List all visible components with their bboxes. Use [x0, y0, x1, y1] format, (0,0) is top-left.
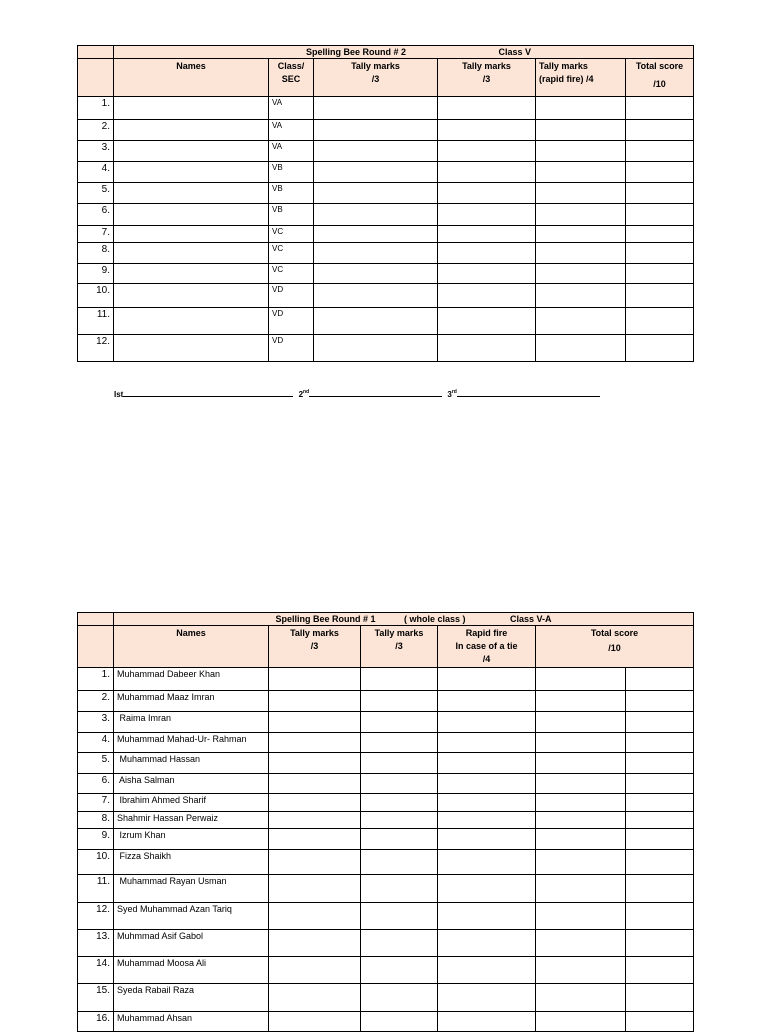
score-cell[interactable] [536, 120, 626, 141]
first-place-label: Ist [114, 390, 124, 399]
round1-scope: ( whole class ) [403, 614, 466, 624]
score-cell[interactable] [536, 850, 626, 875]
score-cell[interactable] [438, 875, 536, 903]
third-place-label: 3rd [447, 389, 457, 399]
score-cell[interactable] [626, 204, 694, 226]
score-cell[interactable] [626, 335, 694, 362]
student-name: Muhammad Mahad-Ur- Rahman [114, 733, 269, 753]
score-cell[interactable] [626, 733, 694, 753]
score-cell[interactable] [438, 930, 536, 957]
section-cell: VB [269, 183, 314, 204]
table-row [78, 691, 694, 712]
score-cell[interactable] [314, 204, 438, 226]
table-row [78, 850, 694, 875]
tally1-header: Tally marks /3 [314, 59, 438, 97]
student-name: Raima Imran [114, 712, 269, 733]
table-row [78, 141, 694, 162]
row-number: 7. [78, 794, 114, 812]
score-cell[interactable] [361, 930, 438, 957]
row-number: 1. [78, 97, 114, 120]
section-cell: VD [269, 335, 314, 362]
score-cell[interactable] [438, 335, 536, 362]
score-cell[interactable] [438, 1012, 536, 1032]
section-cell: VC [269, 264, 314, 284]
score-cell[interactable] [438, 204, 536, 226]
score-cell[interactable] [536, 712, 626, 733]
round1-title: Spelling Bee Round # 1 [275, 614, 376, 624]
score-cell[interactable] [626, 875, 694, 903]
table-row [78, 984, 694, 1012]
score-cell[interactable] [438, 712, 536, 733]
row-number: 15. [78, 984, 114, 1012]
score-cell[interactable] [626, 284, 694, 308]
score-cell[interactable] [626, 308, 694, 335]
table-row [78, 930, 694, 957]
score-cell[interactable] [536, 1012, 626, 1032]
table-row [78, 668, 694, 691]
name-cell[interactable] [114, 335, 269, 362]
score-cell[interactable] [438, 183, 536, 204]
score-cell[interactable] [536, 226, 626, 243]
score-cell[interactable] [269, 903, 361, 930]
score-cell[interactable] [536, 183, 626, 204]
row-number: 5. [78, 183, 114, 204]
row-number: 8. [78, 812, 114, 829]
score-cell[interactable] [536, 284, 626, 308]
table-row [78, 226, 694, 243]
score-cell[interactable] [361, 691, 438, 712]
row-number: 7. [78, 226, 114, 243]
section-cell: VA [269, 120, 314, 141]
score-cell[interactable] [438, 774, 536, 794]
score-cell[interactable] [626, 812, 694, 829]
section-cell: VD [269, 284, 314, 308]
row-number: 11. [78, 308, 114, 335]
score-cell[interactable] [269, 850, 361, 875]
row-number: 13. [78, 930, 114, 957]
score-cell[interactable] [536, 733, 626, 753]
row-number: 4. [78, 162, 114, 183]
score-cell[interactable] [269, 668, 361, 691]
names-header: Names [114, 59, 269, 97]
section-cell: VB [269, 162, 314, 183]
table-row [78, 97, 694, 120]
row-number: 9. [78, 264, 114, 284]
second-place-label: 2nd [298, 389, 310, 399]
score-cell[interactable] [536, 691, 626, 712]
score-cell[interactable] [536, 162, 626, 183]
score-cell[interactable] [438, 812, 536, 829]
name-cell[interactable] [114, 204, 269, 226]
table-row [78, 812, 694, 829]
row-number: 8. [78, 243, 114, 264]
third-place-blank[interactable] [457, 388, 600, 397]
score-cell[interactable] [536, 264, 626, 284]
score-cell[interactable] [536, 930, 626, 957]
table-row [78, 957, 694, 984]
score-cell[interactable] [438, 162, 536, 183]
score-cell[interactable] [536, 668, 626, 691]
score-cell[interactable] [536, 875, 626, 903]
score-cell[interactable] [361, 829, 438, 850]
score-cell[interactable] [314, 226, 438, 243]
score-cell[interactable] [536, 774, 626, 794]
tally2-header: Tally marks /3 [438, 59, 536, 97]
names-header: Names [114, 626, 269, 668]
row-number: 16. [78, 1012, 114, 1032]
score-cell[interactable] [626, 97, 694, 120]
score-cell[interactable] [314, 141, 438, 162]
row-number: 3. [78, 712, 114, 733]
table-row [78, 903, 694, 930]
row-number: 1. [78, 668, 114, 691]
score-cell[interactable] [438, 984, 536, 1012]
score-cell[interactable] [438, 733, 536, 753]
score-cell[interactable] [269, 829, 361, 850]
student-name: Fizza Shaikh [114, 850, 269, 875]
score-cell[interactable] [269, 984, 361, 1012]
student-name: Muhammad Rayan Usman [114, 875, 269, 903]
score-cell[interactable] [626, 162, 694, 183]
table-row [78, 774, 694, 794]
name-cell[interactable] [114, 226, 269, 243]
first-place-blank[interactable] [123, 388, 293, 397]
student-name: Muhammad Dabeer Khan [114, 668, 269, 691]
table-row [78, 753, 694, 774]
section-cell: VB [269, 204, 314, 226]
total-score-header: Total score /10 [626, 59, 694, 97]
round1-score-table [77, 612, 694, 1032]
table-row [78, 335, 694, 362]
table-row [78, 308, 694, 335]
name-cell[interactable] [114, 162, 269, 183]
score-cell[interactable] [536, 243, 626, 264]
score-cell[interactable] [269, 875, 361, 903]
rapid-fire-header: Tally marks (rapid fire) /4 [536, 59, 626, 97]
table-row [78, 794, 694, 812]
score-cell[interactable] [536, 903, 626, 930]
round1-class-label: Class V-A [510, 614, 552, 624]
round2-class-label: Class V [498, 47, 532, 57]
score-cell[interactable] [626, 141, 694, 162]
score-cell[interactable] [438, 141, 536, 162]
score-cell[interactable] [269, 733, 361, 753]
score-cell[interactable] [361, 875, 438, 903]
table-row [78, 243, 694, 264]
score-cell[interactable] [314, 243, 438, 264]
score-cell[interactable] [536, 957, 626, 984]
score-cell[interactable] [361, 984, 438, 1012]
row-number: 10. [78, 850, 114, 875]
round2-title: Spelling Bee Round # 2 [305, 47, 406, 57]
rapid-fire-header: Rapid fire In case of a tie /4 [438, 626, 536, 668]
score-cell[interactable] [361, 812, 438, 829]
score-cell[interactable] [314, 308, 438, 335]
student-name: Aisha Salman [114, 774, 269, 794]
table-row [78, 204, 694, 226]
score-cell[interactable] [626, 668, 694, 691]
table-row [78, 829, 694, 850]
score-cell[interactable] [536, 812, 626, 829]
score-cell[interactable] [438, 957, 536, 984]
section-cell: VA [269, 97, 314, 120]
table-row [78, 1012, 694, 1032]
score-cell[interactable] [626, 829, 694, 850]
score-cell[interactable] [269, 794, 361, 812]
score-cell[interactable] [626, 120, 694, 141]
section-cell: VC [269, 226, 314, 243]
score-cell[interactable] [536, 335, 626, 362]
score-cell[interactable] [314, 284, 438, 308]
score-cell[interactable] [626, 850, 694, 875]
score-cell[interactable] [361, 668, 438, 691]
score-cell[interactable] [269, 1012, 361, 1032]
name-cell[interactable] [114, 284, 269, 308]
score-cell[interactable] [438, 903, 536, 930]
score-cell[interactable] [536, 204, 626, 226]
student-name: Izrum Khan [114, 829, 269, 850]
score-cell[interactable] [269, 753, 361, 774]
table-row [78, 264, 694, 284]
name-cell[interactable] [114, 120, 269, 141]
section-cell: VC [269, 243, 314, 264]
row-number: 6. [78, 204, 114, 226]
score-cell[interactable] [361, 794, 438, 812]
table-row [78, 284, 694, 308]
score-cell[interactable] [269, 930, 361, 957]
score-cell[interactable] [626, 691, 694, 712]
score-cell[interactable] [438, 97, 536, 120]
score-cell[interactable] [269, 812, 361, 829]
score-cell[interactable] [536, 97, 626, 120]
score-cell[interactable] [361, 712, 438, 733]
score-cell[interactable] [361, 753, 438, 774]
score-cell[interactable] [438, 226, 536, 243]
table-row [78, 712, 694, 733]
row-number: 12. [78, 903, 114, 930]
score-cell[interactable] [626, 712, 694, 733]
score-cell[interactable] [269, 774, 361, 794]
student-name: Syeda Rabail Raza [114, 984, 269, 1012]
name-cell[interactable] [114, 243, 269, 264]
score-cell[interactable] [626, 264, 694, 284]
student-name: Ibrahim Ahmed Sharif [114, 794, 269, 812]
round2-header-row [78, 59, 694, 97]
name-cell[interactable] [114, 308, 269, 335]
score-cell[interactable] [269, 691, 361, 712]
score-cell[interactable] [536, 829, 626, 850]
section-cell: VA [269, 141, 314, 162]
winners-line [114, 388, 600, 399]
second-place-blank[interactable] [309, 388, 442, 397]
score-cell[interactable] [438, 753, 536, 774]
score-cell[interactable] [536, 753, 626, 774]
student-name: Muhammad Ahsan [114, 1012, 269, 1032]
row-number: 2. [78, 120, 114, 141]
score-cell[interactable] [626, 794, 694, 812]
student-name: Muhammad Hassan [114, 753, 269, 774]
table-row [78, 120, 694, 141]
score-cell[interactable] [626, 903, 694, 930]
row-number: 12. [78, 335, 114, 362]
score-cell[interactable] [361, 733, 438, 753]
table-row [78, 875, 694, 903]
score-cell[interactable] [314, 264, 438, 284]
row-number: 11. [78, 875, 114, 903]
score-cell[interactable] [438, 120, 536, 141]
score-cell[interactable] [269, 957, 361, 984]
score-cell[interactable] [438, 691, 536, 712]
score-cell[interactable] [626, 984, 694, 1012]
row-number: 5. [78, 753, 114, 774]
score-cell[interactable] [626, 226, 694, 243]
row-number: 6. [78, 774, 114, 794]
score-cell[interactable] [438, 829, 536, 850]
student-name: Shahmir Hassan Perwaiz [114, 812, 269, 829]
score-cell[interactable] [438, 308, 536, 335]
score-cell[interactable] [314, 97, 438, 120]
score-cell[interactable] [438, 850, 536, 875]
student-name: Muhammad Maaz Imran [114, 691, 269, 712]
table-row [78, 162, 694, 183]
score-cell[interactable] [626, 774, 694, 794]
round1-title-row [78, 613, 694, 626]
table-row [78, 183, 694, 204]
score-cell[interactable] [626, 243, 694, 264]
score-cell[interactable] [438, 284, 536, 308]
row-number: 4. [78, 733, 114, 753]
tally2-header: Tally marks /3 [361, 626, 438, 668]
score-cell[interactable] [536, 794, 626, 812]
score-cell[interactable] [361, 774, 438, 794]
score-cell[interactable] [314, 120, 438, 141]
round1-header-row [78, 626, 694, 668]
row-number: 14. [78, 957, 114, 984]
name-cell[interactable] [114, 97, 269, 120]
score-cell[interactable] [361, 903, 438, 930]
score-cell[interactable] [314, 183, 438, 204]
score-cell[interactable] [314, 335, 438, 362]
score-cell[interactable] [361, 957, 438, 984]
row-number: 3. [78, 141, 114, 162]
score-cell[interactable] [438, 794, 536, 812]
section-cell: VD [269, 308, 314, 335]
score-cell[interactable] [626, 930, 694, 957]
total-score-header: Total score /10 [536, 626, 694, 668]
score-cell[interactable] [269, 712, 361, 733]
row-number: 2. [78, 691, 114, 712]
score-cell[interactable] [536, 141, 626, 162]
student-name: Syed Muhammad Azan Tariq [114, 903, 269, 930]
round2-title-row [78, 46, 694, 59]
score-cell[interactable] [626, 753, 694, 774]
student-name: Muhmmad Asif Gabol [114, 930, 269, 957]
score-cell[interactable] [361, 1012, 438, 1032]
score-cell[interactable] [438, 668, 536, 691]
round2-score-table [77, 45, 694, 362]
name-cell[interactable] [114, 183, 269, 204]
name-cell[interactable] [114, 264, 269, 284]
score-cell[interactable] [438, 243, 536, 264]
row-number: 9. [78, 829, 114, 850]
student-name: Muhammad Moosa Ali [114, 957, 269, 984]
score-cell[interactable] [626, 1012, 694, 1032]
class-sec-header: Class/ SEC [269, 59, 314, 97]
row-number: 10. [78, 284, 114, 308]
score-cell[interactable] [361, 850, 438, 875]
score-cell[interactable] [536, 308, 626, 335]
score-cell[interactable] [626, 183, 694, 204]
score-cell[interactable] [314, 162, 438, 183]
name-cell[interactable] [114, 141, 269, 162]
table-row [78, 733, 694, 753]
tally1-header: Tally marks /3 [269, 626, 361, 668]
score-cell[interactable] [536, 984, 626, 1012]
score-cell[interactable] [626, 957, 694, 984]
score-cell[interactable] [438, 264, 536, 284]
